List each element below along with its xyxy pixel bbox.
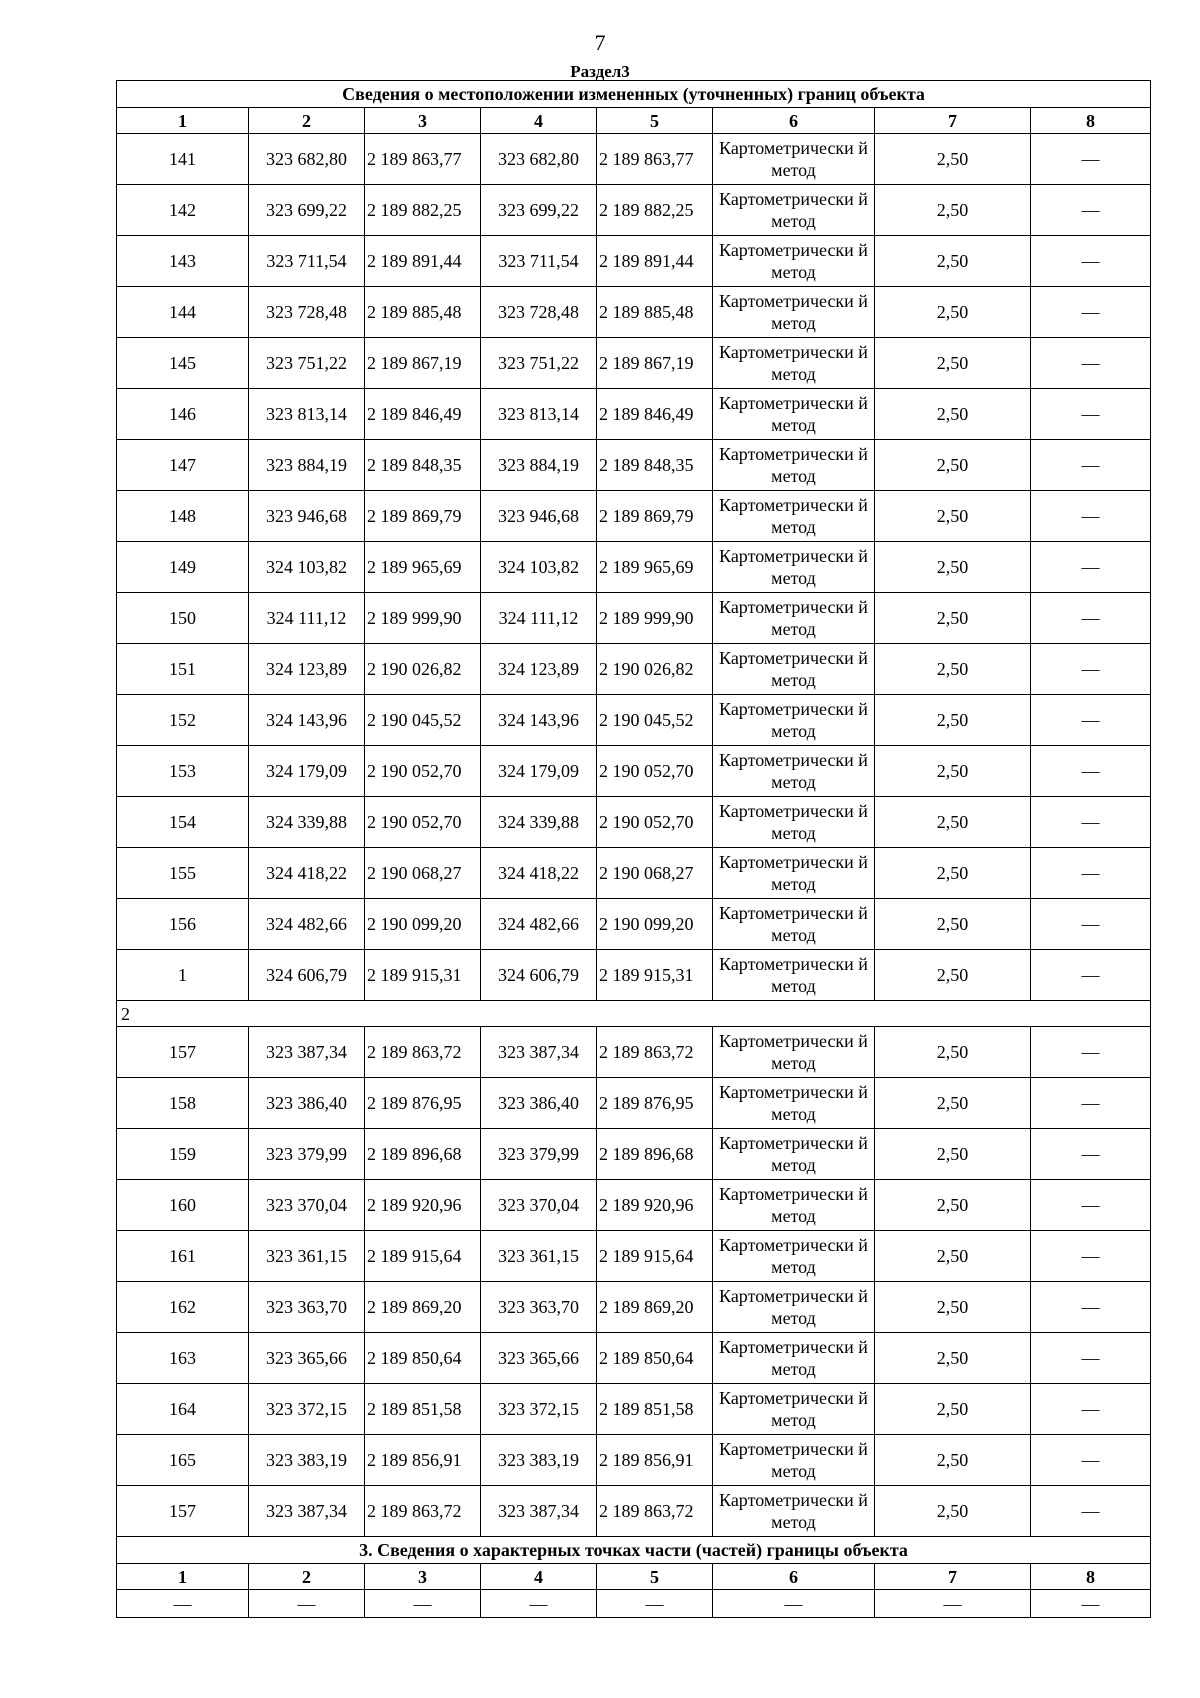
column-number-cell: 6 bbox=[713, 1564, 875, 1590]
y-coordinate-new-cell: 2 189 869,79 bbox=[597, 491, 713, 542]
point-number-cell: 158 bbox=[117, 1078, 249, 1129]
description-cell: — bbox=[1031, 593, 1151, 644]
accuracy-cell: 2,50 bbox=[875, 950, 1031, 1001]
accuracy-cell: 2,50 bbox=[875, 1231, 1031, 1282]
description-cell: — bbox=[1031, 1384, 1151, 1435]
description-cell: — bbox=[1031, 287, 1151, 338]
table-row bbox=[117, 440, 1151, 491]
x-coordinate-cell: 323 372,15 bbox=[249, 1384, 365, 1435]
y-coordinate-new-cell: 2 189 965,69 bbox=[597, 542, 713, 593]
x-coordinate-cell: 324 418,22 bbox=[249, 848, 365, 899]
description-cell: — bbox=[1031, 644, 1151, 695]
y-coordinate-cell: 2 189 846,49 bbox=[365, 389, 481, 440]
y-coordinate-cell: 2 189 885,48 bbox=[365, 287, 481, 338]
y-coordinate-new-cell: 2 189 876,95 bbox=[597, 1078, 713, 1129]
x-coordinate-new-cell: 324 143,96 bbox=[481, 695, 597, 746]
contour-label-row bbox=[117, 1001, 1151, 1027]
empty-dash-cell: — bbox=[481, 1590, 597, 1618]
accuracy-cell: 2,50 bbox=[875, 338, 1031, 389]
description-cell: — bbox=[1031, 134, 1151, 185]
column-number-cell: 8 bbox=[1031, 108, 1151, 134]
y-coordinate-new-cell: 2 190 052,70 bbox=[597, 746, 713, 797]
point-number-cell: 144 bbox=[117, 287, 249, 338]
point-number-cell: 147 bbox=[117, 440, 249, 491]
x-coordinate-cell: 323 813,14 bbox=[249, 389, 365, 440]
empty-dash-cell: — bbox=[713, 1590, 875, 1618]
x-coordinate-new-cell: 323 370,04 bbox=[481, 1180, 597, 1231]
method-cell: Картометрически й метод bbox=[713, 695, 875, 746]
table-row bbox=[117, 746, 1151, 797]
y-coordinate-cell: 2 190 045,52 bbox=[365, 695, 481, 746]
x-coordinate-new-cell: 323 387,34 bbox=[481, 1027, 597, 1078]
y-coordinate-new-cell: 2 190 045,52 bbox=[597, 695, 713, 746]
column-number-cell: 5 bbox=[597, 108, 713, 134]
y-coordinate-new-cell: 2 189 848,35 bbox=[597, 440, 713, 491]
column-number-cell: 4 bbox=[481, 1564, 597, 1590]
column-number-cell: 4 bbox=[481, 108, 597, 134]
column-number-cell: 1 bbox=[117, 108, 249, 134]
y-coordinate-cell: 2 189 848,35 bbox=[365, 440, 481, 491]
table-row bbox=[117, 1180, 1151, 1231]
column-number-cell: 7 bbox=[875, 108, 1031, 134]
column-number-cell: 6 bbox=[713, 108, 875, 134]
x-coordinate-new-cell: 323 363,70 bbox=[481, 1282, 597, 1333]
y-coordinate-cell: 2 189 876,95 bbox=[365, 1078, 481, 1129]
y-coordinate-cell: 2 189 891,44 bbox=[365, 236, 481, 287]
method-cell: Картометрически й метод bbox=[713, 134, 875, 185]
x-coordinate-new-cell: 323 379,99 bbox=[481, 1129, 597, 1180]
y-coordinate-new-cell: 2 189 882,25 bbox=[597, 185, 713, 236]
y-coordinate-new-cell: 2 189 867,19 bbox=[597, 338, 713, 389]
point-number-cell: 165 bbox=[117, 1435, 249, 1486]
x-coordinate-new-cell: 323 372,15 bbox=[481, 1384, 597, 1435]
accuracy-cell: 2,50 bbox=[875, 593, 1031, 644]
table-row bbox=[117, 1486, 1151, 1537]
x-coordinate-new-cell: 323 728,48 bbox=[481, 287, 597, 338]
description-cell: — bbox=[1031, 185, 1151, 236]
x-coordinate-cell: 324 179,09 bbox=[249, 746, 365, 797]
x-coordinate-cell: 323 363,70 bbox=[249, 1282, 365, 1333]
x-coordinate-cell: 324 103,82 bbox=[249, 542, 365, 593]
description-cell: — bbox=[1031, 1180, 1151, 1231]
y-coordinate-new-cell: 2 189 999,90 bbox=[597, 593, 713, 644]
x-coordinate-new-cell: 324 482,66 bbox=[481, 899, 597, 950]
x-coordinate-new-cell: 323 946,68 bbox=[481, 491, 597, 542]
x-coordinate-new-cell: 323 813,14 bbox=[481, 389, 597, 440]
x-coordinate-new-cell: 323 387,34 bbox=[481, 1486, 597, 1537]
accuracy-cell: 2,50 bbox=[875, 1180, 1031, 1231]
y-coordinate-new-cell: 2 190 068,27 bbox=[597, 848, 713, 899]
method-cell: Картометрически й метод bbox=[713, 1129, 875, 1180]
y-coordinate-new-cell: 2 189 891,44 bbox=[597, 236, 713, 287]
point-number-cell: 152 bbox=[117, 695, 249, 746]
accuracy-cell: 2,50 bbox=[875, 848, 1031, 899]
description-cell: — bbox=[1031, 1027, 1151, 1078]
description-cell: — bbox=[1031, 1435, 1151, 1486]
table-row bbox=[117, 1333, 1151, 1384]
empty-dash-cell: — bbox=[117, 1590, 249, 1618]
y-coordinate-new-cell: 2 189 850,64 bbox=[597, 1333, 713, 1384]
description-cell: — bbox=[1031, 491, 1151, 542]
point-number-cell: 150 bbox=[117, 593, 249, 644]
method-cell: Картометрически й метод bbox=[713, 1333, 875, 1384]
accuracy-cell: 2,50 bbox=[875, 440, 1031, 491]
x-coordinate-new-cell: 324 418,22 bbox=[481, 848, 597, 899]
point-number-cell: 154 bbox=[117, 797, 249, 848]
y-coordinate-new-cell: 2 189 863,72 bbox=[597, 1486, 713, 1537]
y-coordinate-cell: 2 189 896,68 bbox=[365, 1129, 481, 1180]
table-row bbox=[117, 1027, 1151, 1078]
description-cell: — bbox=[1031, 1231, 1151, 1282]
point-number-cell: 157 bbox=[117, 1486, 249, 1537]
y-coordinate-cell: 2 190 052,70 bbox=[365, 797, 481, 848]
x-coordinate-new-cell: 323 751,22 bbox=[481, 338, 597, 389]
x-coordinate-new-cell: 323 361,15 bbox=[481, 1231, 597, 1282]
method-cell: Картометрически й метод bbox=[713, 797, 875, 848]
table-row bbox=[117, 185, 1151, 236]
description-cell: — bbox=[1031, 899, 1151, 950]
y-coordinate-new-cell: 2 189 863,72 bbox=[597, 1027, 713, 1078]
description-cell: — bbox=[1031, 1078, 1151, 1129]
y-coordinate-new-cell: 2 190 026,82 bbox=[597, 644, 713, 695]
description-cell: — bbox=[1031, 389, 1151, 440]
y-coordinate-cell: 2 189 856,91 bbox=[365, 1435, 481, 1486]
y-coordinate-new-cell: 2 189 869,20 bbox=[597, 1282, 713, 1333]
table-row bbox=[117, 644, 1151, 695]
column-numbers-row bbox=[117, 108, 1151, 134]
method-cell: Картометрически й метод bbox=[713, 644, 875, 695]
point-number-cell: 157 bbox=[117, 1027, 249, 1078]
x-coordinate-cell: 323 387,34 bbox=[249, 1027, 365, 1078]
description-cell: — bbox=[1031, 950, 1151, 1001]
x-coordinate-cell: 323 699,22 bbox=[249, 185, 365, 236]
table-row bbox=[117, 287, 1151, 338]
page-number: 7 bbox=[594, 30, 606, 55]
accuracy-cell: 2,50 bbox=[875, 236, 1031, 287]
table-row bbox=[117, 950, 1151, 1001]
table-row bbox=[117, 134, 1151, 185]
method-cell: Картометрически й метод bbox=[713, 950, 875, 1001]
method-cell: Картометрически й метод bbox=[713, 389, 875, 440]
y-coordinate-new-cell: 2 189 896,68 bbox=[597, 1129, 713, 1180]
x-coordinate-cell: 323 682,80 bbox=[249, 134, 365, 185]
description-cell: — bbox=[1031, 695, 1151, 746]
y-coordinate-cell: 2 190 068,27 bbox=[365, 848, 481, 899]
y-coordinate-new-cell: 2 190 099,20 bbox=[597, 899, 713, 950]
part3-column-numbers-row bbox=[117, 1564, 1151, 1590]
point-number-cell: 156 bbox=[117, 899, 249, 950]
y-coordinate-new-cell: 2 189 856,91 bbox=[597, 1435, 713, 1486]
empty-dash-cell: — bbox=[365, 1590, 481, 1618]
description-cell: — bbox=[1031, 236, 1151, 287]
x-coordinate-new-cell: 323 711,54 bbox=[481, 236, 597, 287]
x-coordinate-cell: 324 606,79 bbox=[249, 950, 365, 1001]
x-coordinate-cell: 323 751,22 bbox=[249, 338, 365, 389]
x-coordinate-new-cell: 324 123,89 bbox=[481, 644, 597, 695]
description-cell: — bbox=[1031, 338, 1151, 389]
description-cell: — bbox=[1031, 746, 1151, 797]
x-coordinate-cell: 323 370,04 bbox=[249, 1180, 365, 1231]
x-coordinate-new-cell: 323 884,19 bbox=[481, 440, 597, 491]
x-coordinate-new-cell: 323 383,19 bbox=[481, 1435, 597, 1486]
method-cell: Картометрически й метод bbox=[713, 593, 875, 644]
table-row bbox=[117, 1231, 1151, 1282]
accuracy-cell: 2,50 bbox=[875, 1078, 1031, 1129]
section-title: Раздел3 bbox=[570, 62, 630, 81]
x-coordinate-new-cell: 323 386,40 bbox=[481, 1078, 597, 1129]
x-coordinate-cell: 323 383,19 bbox=[249, 1435, 365, 1486]
accuracy-cell: 2,50 bbox=[875, 644, 1031, 695]
x-coordinate-cell: 324 123,89 bbox=[249, 644, 365, 695]
description-cell: — bbox=[1031, 1282, 1151, 1333]
x-coordinate-new-cell: 324 103,82 bbox=[481, 542, 597, 593]
x-coordinate-new-cell: 324 111,12 bbox=[481, 593, 597, 644]
accuracy-cell: 2,50 bbox=[875, 1486, 1031, 1537]
method-cell: Картометрически й метод bbox=[713, 185, 875, 236]
method-cell: Картометрически й метод bbox=[713, 1282, 875, 1333]
column-number-cell: 3 bbox=[365, 108, 481, 134]
accuracy-cell: 2,50 bbox=[875, 287, 1031, 338]
accuracy-cell: 2,50 bbox=[875, 1384, 1031, 1435]
empty-dash-cell: — bbox=[597, 1590, 713, 1618]
table-row bbox=[117, 695, 1151, 746]
table-row bbox=[117, 542, 1151, 593]
x-coordinate-new-cell: 324 339,88 bbox=[481, 797, 597, 848]
y-coordinate-cell: 2 190 026,82 bbox=[365, 644, 481, 695]
part3-empty-row bbox=[117, 1590, 1151, 1618]
table-row bbox=[117, 1129, 1151, 1180]
point-number-cell: 160 bbox=[117, 1180, 249, 1231]
table-row bbox=[117, 1384, 1151, 1435]
method-cell: Картометрически й метод bbox=[713, 1231, 875, 1282]
y-coordinate-cell: 2 189 863,72 bbox=[365, 1027, 481, 1078]
column-number-cell: 2 bbox=[249, 108, 365, 134]
y-coordinate-cell: 2 189 920,96 bbox=[365, 1180, 481, 1231]
table-row bbox=[117, 797, 1151, 848]
x-coordinate-cell: 323 711,54 bbox=[249, 236, 365, 287]
method-cell: Картометрически й метод bbox=[713, 899, 875, 950]
point-number-cell: 161 bbox=[117, 1231, 249, 1282]
y-coordinate-new-cell: 2 189 915,31 bbox=[597, 950, 713, 1001]
x-coordinate-cell: 324 143,96 bbox=[249, 695, 365, 746]
empty-dash-cell: — bbox=[249, 1590, 365, 1618]
point-number-cell: 141 bbox=[117, 134, 249, 185]
y-coordinate-new-cell: 2 189 920,96 bbox=[597, 1180, 713, 1231]
method-cell: Картометрически й метод bbox=[713, 542, 875, 593]
accuracy-cell: 2,50 bbox=[875, 185, 1031, 236]
contour-label: 2 bbox=[117, 1001, 1151, 1027]
method-cell: Картометрически й метод bbox=[713, 848, 875, 899]
accuracy-cell: 2,50 bbox=[875, 746, 1031, 797]
column-number-cell: 1 bbox=[117, 1564, 249, 1590]
description-cell: — bbox=[1031, 797, 1151, 848]
y-coordinate-cell: 2 189 965,69 bbox=[365, 542, 481, 593]
y-coordinate-cell: 2 189 882,25 bbox=[365, 185, 481, 236]
accuracy-cell: 2,50 bbox=[875, 1333, 1031, 1384]
y-coordinate-cell: 2 189 869,79 bbox=[365, 491, 481, 542]
y-coordinate-cell: 2 189 850,64 bbox=[365, 1333, 481, 1384]
part3-title-row bbox=[117, 1537, 1151, 1564]
point-number-cell: 145 bbox=[117, 338, 249, 389]
accuracy-cell: 2,50 bbox=[875, 899, 1031, 950]
point-number-cell: 1 bbox=[117, 950, 249, 1001]
x-coordinate-cell: 323 387,34 bbox=[249, 1486, 365, 1537]
coordinates-table bbox=[116, 80, 1151, 1618]
x-coordinate-cell: 323 386,40 bbox=[249, 1078, 365, 1129]
method-cell: Картометрически й метод bbox=[713, 1384, 875, 1435]
description-cell: — bbox=[1031, 1486, 1151, 1537]
x-coordinate-cell: 324 482,66 bbox=[249, 899, 365, 950]
accuracy-cell: 2,50 bbox=[875, 1027, 1031, 1078]
x-coordinate-cell: 324 111,12 bbox=[249, 593, 365, 644]
x-coordinate-new-cell: 324 606,79 bbox=[481, 950, 597, 1001]
method-cell: Картометрически й метод bbox=[713, 1027, 875, 1078]
accuracy-cell: 2,50 bbox=[875, 1129, 1031, 1180]
y-coordinate-cell: 2 189 999,90 bbox=[365, 593, 481, 644]
table-row bbox=[117, 848, 1151, 899]
y-coordinate-cell: 2 189 867,19 bbox=[365, 338, 481, 389]
point-number-cell: 155 bbox=[117, 848, 249, 899]
x-coordinate-cell: 324 339,88 bbox=[249, 797, 365, 848]
point-number-cell: 143 bbox=[117, 236, 249, 287]
point-number-cell: 163 bbox=[117, 1333, 249, 1384]
description-cell: — bbox=[1031, 1333, 1151, 1384]
x-coordinate-new-cell: 323 682,80 bbox=[481, 134, 597, 185]
empty-dash-cell: — bbox=[1031, 1590, 1151, 1618]
table-row bbox=[117, 899, 1151, 950]
y-coordinate-new-cell: 2 189 851,58 bbox=[597, 1384, 713, 1435]
point-number-cell: 162 bbox=[117, 1282, 249, 1333]
y-coordinate-new-cell: 2 189 846,49 bbox=[597, 389, 713, 440]
y-coordinate-cell: 2 190 099,20 bbox=[365, 899, 481, 950]
method-cell: Картометрически й метод bbox=[713, 746, 875, 797]
table-row bbox=[117, 1435, 1151, 1486]
accuracy-cell: 2,50 bbox=[875, 695, 1031, 746]
accuracy-cell: 2,50 bbox=[875, 797, 1031, 848]
x-coordinate-cell: 323 728,48 bbox=[249, 287, 365, 338]
accuracy-cell: 2,50 bbox=[875, 542, 1031, 593]
accuracy-cell: 2,50 bbox=[875, 134, 1031, 185]
method-cell: Картометрически й метод bbox=[713, 1180, 875, 1231]
description-cell: — bbox=[1031, 1129, 1151, 1180]
y-coordinate-cell: 2 189 863,72 bbox=[365, 1486, 481, 1537]
column-number-cell: 7 bbox=[875, 1564, 1031, 1590]
y-coordinate-new-cell: 2 189 863,77 bbox=[597, 134, 713, 185]
method-cell: Картометрически й метод bbox=[713, 1486, 875, 1537]
table-row bbox=[117, 236, 1151, 287]
column-number-cell: 8 bbox=[1031, 1564, 1151, 1590]
description-cell: — bbox=[1031, 440, 1151, 491]
point-number-cell: 159 bbox=[117, 1129, 249, 1180]
x-coordinate-cell: 323 365,66 bbox=[249, 1333, 365, 1384]
y-coordinate-new-cell: 2 189 915,64 bbox=[597, 1231, 713, 1282]
point-number-cell: 148 bbox=[117, 491, 249, 542]
y-coordinate-cell: 2 189 915,64 bbox=[365, 1231, 481, 1282]
method-cell: Картометрически й метод bbox=[713, 236, 875, 287]
method-cell: Картометрически й метод bbox=[713, 491, 875, 542]
table-row bbox=[117, 1078, 1151, 1129]
x-coordinate-new-cell: 323 699,22 bbox=[481, 185, 597, 236]
y-coordinate-cell: 2 189 869,20 bbox=[365, 1282, 481, 1333]
table-row bbox=[117, 389, 1151, 440]
point-number-cell: 142 bbox=[117, 185, 249, 236]
point-number-cell: 151 bbox=[117, 644, 249, 695]
column-number-cell: 3 bbox=[365, 1564, 481, 1590]
accuracy-cell: 2,50 bbox=[875, 491, 1031, 542]
method-cell: Картометрически й метод bbox=[713, 1435, 875, 1486]
empty-dash-cell: — bbox=[875, 1590, 1031, 1618]
column-number-cell: 5 bbox=[597, 1564, 713, 1590]
x-coordinate-cell: 323 946,68 bbox=[249, 491, 365, 542]
table-row bbox=[117, 491, 1151, 542]
point-number-cell: 153 bbox=[117, 746, 249, 797]
method-cell: Картометрически й метод bbox=[713, 287, 875, 338]
x-coordinate-cell: 323 379,99 bbox=[249, 1129, 365, 1180]
y-coordinate-new-cell: 2 189 885,48 bbox=[597, 287, 713, 338]
method-cell: Картометрически й метод bbox=[713, 338, 875, 389]
point-number-cell: 146 bbox=[117, 389, 249, 440]
point-number-cell: 149 bbox=[117, 542, 249, 593]
x-coordinate-cell: 323 884,19 bbox=[249, 440, 365, 491]
method-cell: Картометрически й метод bbox=[713, 440, 875, 491]
table-row bbox=[117, 593, 1151, 644]
y-coordinate-cell: 2 189 851,58 bbox=[365, 1384, 481, 1435]
y-coordinate-new-cell: 2 190 052,70 bbox=[597, 797, 713, 848]
y-coordinate-cell: 2 190 052,70 bbox=[365, 746, 481, 797]
x-coordinate-new-cell: 323 365,66 bbox=[481, 1333, 597, 1384]
table-row bbox=[117, 1282, 1151, 1333]
point-number-cell: 164 bbox=[117, 1384, 249, 1435]
table-row bbox=[117, 338, 1151, 389]
x-coordinate-new-cell: 324 179,09 bbox=[481, 746, 597, 797]
y-coordinate-cell: 2 189 915,31 bbox=[365, 950, 481, 1001]
accuracy-cell: 2,50 bbox=[875, 389, 1031, 440]
accuracy-cell: 2,50 bbox=[875, 1435, 1031, 1486]
part3-title: 3. Сведения о характерных точках части (частей) границы объекта bbox=[117, 1537, 1151, 1564]
accuracy-cell: 2,50 bbox=[875, 1282, 1031, 1333]
x-coordinate-cell: 323 361,15 bbox=[249, 1231, 365, 1282]
description-cell: — bbox=[1031, 542, 1151, 593]
description-cell: — bbox=[1031, 848, 1151, 899]
method-cell: Картометрически й метод bbox=[713, 1078, 875, 1129]
table-title: Сведения о местоположении измененных (уточненных) границ объекта bbox=[117, 81, 1151, 108]
y-coordinate-cell: 2 189 863,77 bbox=[365, 134, 481, 185]
column-number-cell: 2 bbox=[249, 1564, 365, 1590]
